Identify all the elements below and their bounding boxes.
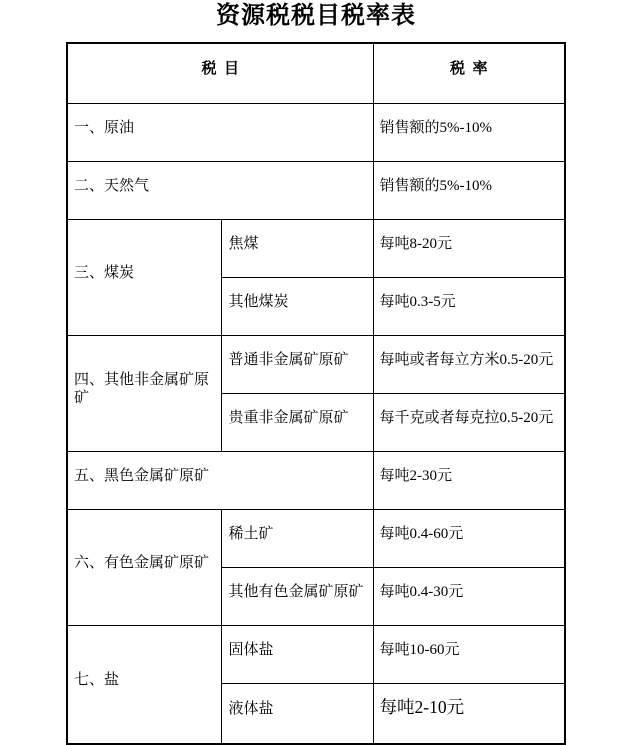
document-page bbox=[0, 3, 632, 718]
tax-subitem-cell: 固体盐 bbox=[222, 626, 373, 684]
tax-rate-cell: 每吨0.3-5元 bbox=[373, 278, 565, 336]
tax-subitem-cell: 普通非金属矿原矿 bbox=[222, 336, 373, 394]
column-header-item: 税 目 bbox=[67, 43, 373, 104]
tax-subitem-cell: 液体盐 bbox=[222, 684, 373, 745]
tax-rate-cell: 每吨0.4-30元 bbox=[373, 568, 565, 626]
tax-rate-cell: 每吨10-60元 bbox=[373, 626, 565, 684]
tax-rate-cell: 每千克或者每克拉0.5-20元 bbox=[373, 394, 565, 452]
tax-rate-cell: 每吨或者每立方米0.5-20元 bbox=[373, 336, 565, 394]
table-row-crude-oil bbox=[67, 104, 565, 162]
tax-rate-cell: 每吨0.4-60元 bbox=[373, 510, 565, 568]
tax-group-cell: 七、盐 bbox=[67, 626, 222, 745]
tax-rate-cell: 每吨8-20元 bbox=[373, 220, 565, 278]
tax-item-cell: 二、天然气 bbox=[67, 162, 373, 220]
tax-subitem-cell: 焦煤 bbox=[222, 220, 373, 278]
tax-rate-cell: 每吨2-10元 bbox=[373, 684, 565, 745]
tax-subitem-cell: 稀土矿 bbox=[222, 510, 373, 568]
tax-subitem-cell: 其他煤炭 bbox=[222, 278, 373, 336]
tax-group-cell: 六、有色金属矿原矿 bbox=[67, 510, 222, 626]
table-row-natural-gas bbox=[67, 162, 565, 220]
tax-group-cell: 三、煤炭 bbox=[67, 220, 222, 336]
table-row-nonferrous-rare-earth bbox=[67, 510, 565, 568]
tax-rate-cell: 每吨2-30元 bbox=[373, 452, 565, 510]
table-row-ferrous-metal bbox=[67, 452, 565, 510]
tax-rate-table bbox=[66, 42, 566, 745]
tax-rate-cell: 销售额的5%-10% bbox=[373, 104, 565, 162]
table-row-nonmetal-ordinary bbox=[67, 336, 565, 394]
header-row bbox=[67, 43, 565, 104]
table-row-salt-solid bbox=[67, 626, 565, 684]
tax-item-cell: 一、原油 bbox=[67, 104, 373, 162]
column-header-rate: 税 率 bbox=[373, 43, 565, 104]
table-row-coal-coking bbox=[67, 220, 565, 278]
tax-rate-cell: 销售额的5%-10% bbox=[373, 162, 565, 220]
tax-subitem-cell: 其他有色金属矿原矿 bbox=[222, 568, 373, 626]
tax-item-cell: 五、黑色金属矿原矿 bbox=[67, 452, 373, 510]
tax-subitem-cell: 贵重非金属矿原矿 bbox=[222, 394, 373, 452]
tax-group-cell: 四、其他非金属矿原矿 bbox=[67, 336, 222, 452]
page-title: 资源税税目税率表 bbox=[216, 3, 416, 29]
